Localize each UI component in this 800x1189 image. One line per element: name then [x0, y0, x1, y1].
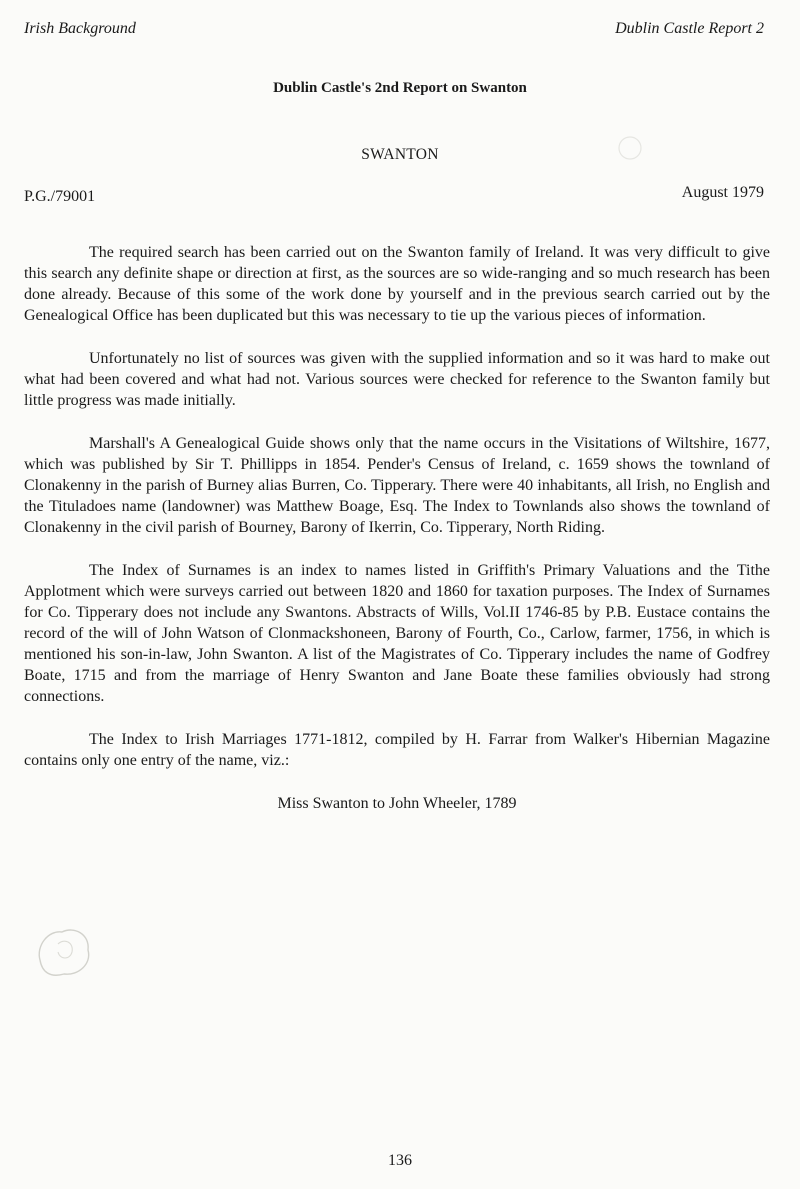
reference-line [24, 186, 764, 208]
subject-heading: SWANTON [361, 146, 439, 163]
report-date: August 1979 [681, 184, 764, 201]
paragraph-sources: Unfortunately no list of sources was given with the supplied information and so it was hard to make out what had been covered and what had not. Various sources were checked for reference to the Swanton family but little progress was made initially. [24, 350, 770, 409]
reference-number: P.G./79001 [24, 188, 96, 205]
paper-stain-mark [616, 134, 644, 162]
paragraph-index-of-surnames: The Index of Surnames is an index to names listed in Griffith's Primary Valuations and the Tithe Applotment which were surveys carried out between 1820 and 1860 for taxation purposes. The Index of Surnames for Co. Tipperary does not include any Swantons. Abstracts of Wills, Vol.II 1746-85 by P.B. Eustace contains the record of the will of John Watson of Clonmackshoneen, Barony of Fourth, Co., Carlow, farmer, 1756, in which is mentioned his son-in-law, John Swanton. A list of the Magistrates of Co. Tipperary includes the name of Godfrey Boate, 1715 and from the marriage of Henry Swanton and Jane Boate these families obviously had strong connections. [24, 562, 770, 705]
report-body [24, 242, 770, 836]
marriage-entry: Miss Swanton to John Wheeler, 1789 [277, 795, 517, 812]
header-report-label: Dublin Castle Report 2 [615, 20, 764, 37]
running-header [24, 20, 764, 42]
paragraph-search-overview: The required search has been carried out on the Swanton family of Ireland. It was very difficult to give this search any definite shape or direction at first, as the sources are so wide-ranging and so much research has been done already. Because of this some of the work done by yourself and in the previous search carried out by the Genealogical Office has been duplicated but this was necessary to tie up the various pieces of information. [24, 244, 770, 324]
paragraph-genealogical-guide: Marshall's A Genealogical Guide shows only that the name occurs in the Visitations of Wiltshire, 1677, which was published by Sir T. Phillipps in 1854. Pender's Census of Ireland, c. 1659 shows the townland of Clonakenny in the parish of Burney alias Burren, Co. Tipperary. There were 40 inhabitants, all Irish, no English and the Tituladoes name (landowner) was Matthew Boage, Esq. The Index to Townlands also shows the townland of Clonakenny in the civil parish of Bourney, Barony of Ikerrin, Co. Tipperary, North Riding. [24, 435, 770, 536]
report-title: Dublin Castle's 2nd Report on Swanton [273, 80, 527, 96]
paragraph-irish-marriages: The Index to Irish Marriages 1771-1812, compiled by H. Farrar from Walker's Hibernian Magazine contains only one entry of the name, viz.: [24, 731, 770, 769]
page-number: 136 [388, 1152, 412, 1169]
header-section-label: Irish Background [24, 20, 136, 37]
paper-smudge-mark [30, 920, 100, 982]
